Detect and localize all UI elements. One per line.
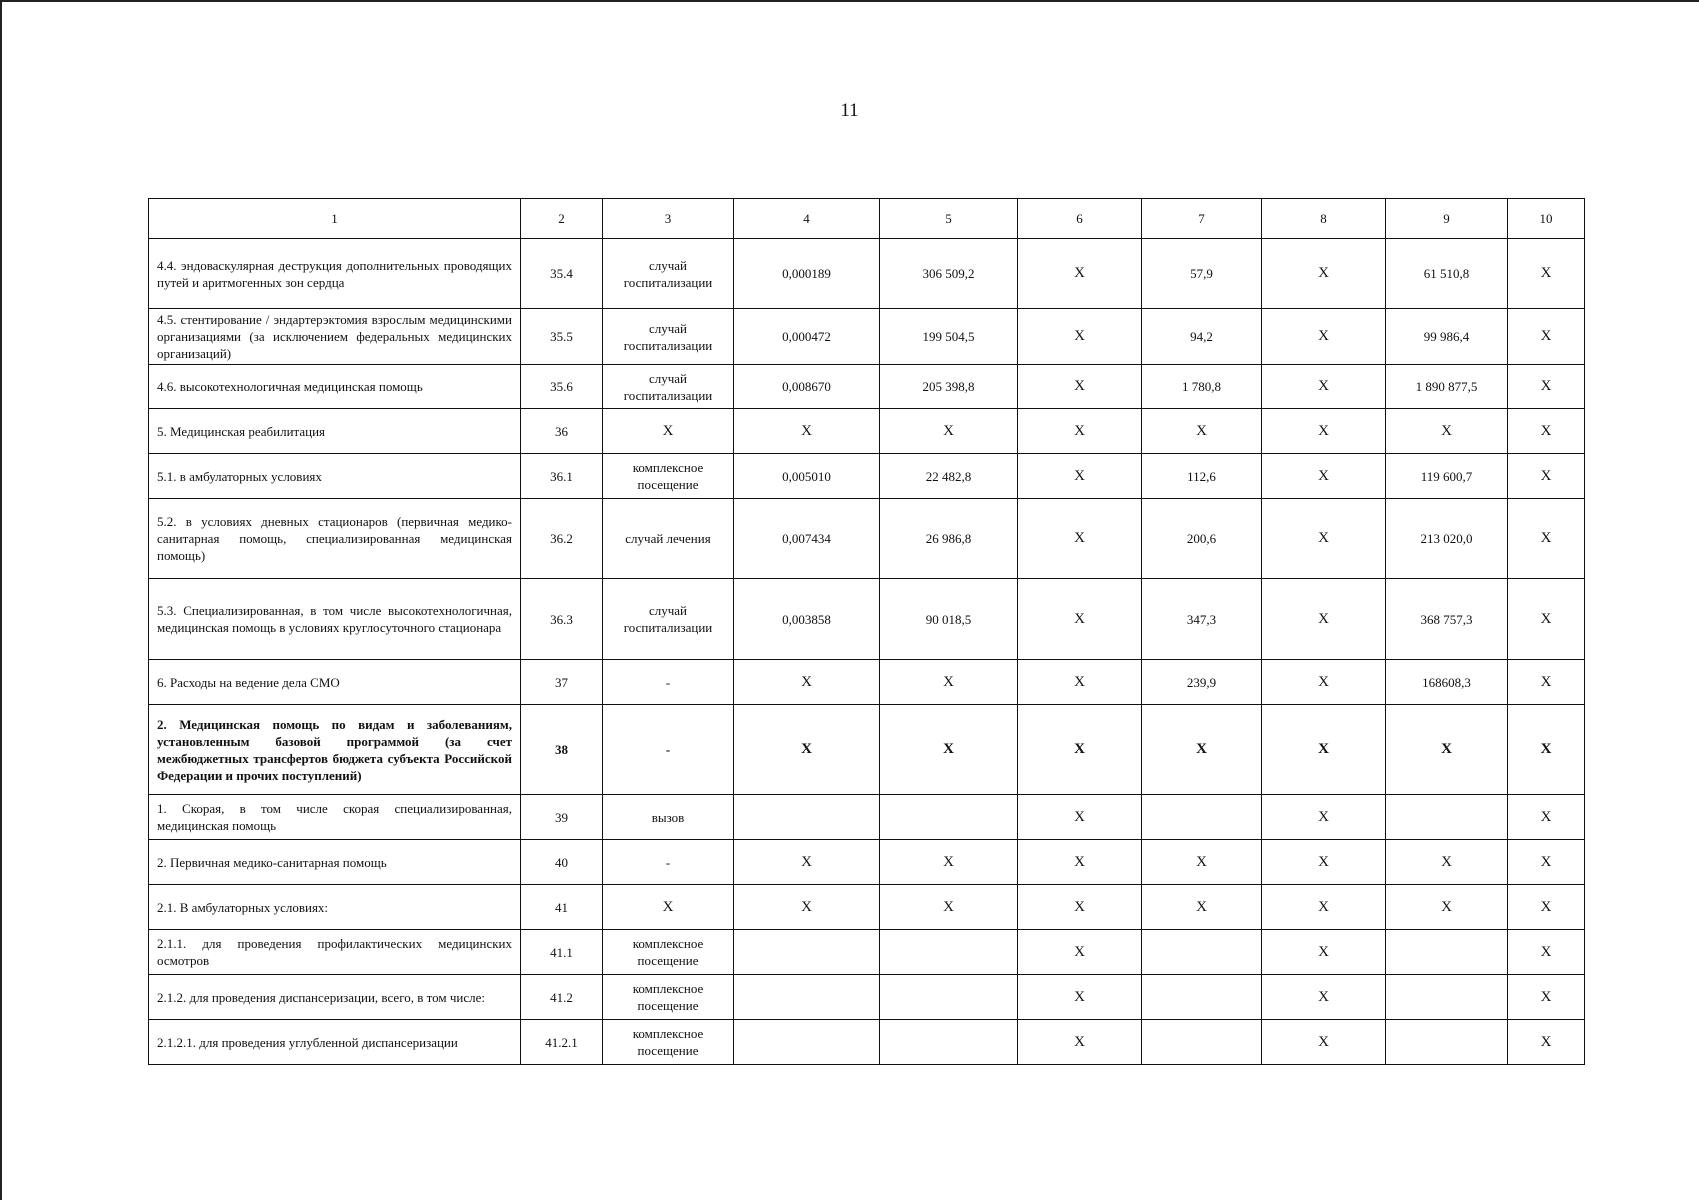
row-number-cell: 41 [521,885,603,930]
table-row [149,885,1585,930]
col8-cell: X [1262,660,1386,705]
col10-cell: X [1508,579,1585,660]
col10-cell: X [1508,705,1585,795]
header-row [149,199,1585,239]
data-table [148,198,1585,1065]
col5-cell: X [880,409,1018,454]
col7-cell [1142,795,1262,840]
col8-cell: X [1262,840,1386,885]
col8-cell: X [1262,1020,1386,1065]
header-cell-8: 8 [1262,199,1386,239]
name-cell: 5.2. в условиях дневных стационаров (первичная медико-санитарная помощь, специализированная медицинская помощь) [149,499,521,579]
col7-cell: 200,6 [1142,499,1262,579]
name-cell: 4.5. стентирование / эндартерэктомия взрослым медицинскими организациями (за исключением федеральных медицинских организаций) [149,309,521,365]
col4-cell: 0,000189 [734,239,880,309]
col9-cell: 168608,3 [1386,660,1508,705]
unit-cell: комплексное посещение [603,454,734,499]
col4-cell [734,795,880,840]
col8-cell: X [1262,930,1386,975]
col6-cell: X [1018,499,1142,579]
col8-cell: X [1262,975,1386,1020]
table-row [149,454,1585,499]
col4-cell: 0,008670 [734,365,880,409]
col9-cell [1386,975,1508,1020]
header-cell-4: 4 [734,199,880,239]
table-row [149,660,1585,705]
col5-cell: X [880,660,1018,705]
col10-cell: X [1508,365,1585,409]
col4-cell: 0,000472 [734,309,880,365]
name-cell: 1. Скорая, в том числе скорая специализированная, медицинская помощь [149,795,521,840]
header-cell-3: 3 [603,199,734,239]
col8-cell: X [1262,885,1386,930]
col9-cell: X [1386,885,1508,930]
row-number-cell: 36.2 [521,499,603,579]
header-cell-5: 5 [880,199,1018,239]
col6-cell: X [1018,660,1142,705]
col5-cell [880,975,1018,1020]
name-cell: 4.6. высокотехнологичная медицинская помощь [149,365,521,409]
row-number-cell: 36.3 [521,579,603,660]
col5-cell: 90 018,5 [880,579,1018,660]
table-row [149,499,1585,579]
col6-cell: X [1018,885,1142,930]
col6-cell: X [1018,975,1142,1020]
col8-cell: X [1262,499,1386,579]
table-row [149,409,1585,454]
col9-cell: 99 986,4 [1386,309,1508,365]
table-row [149,1020,1585,1065]
unit-cell: комплексное посещение [603,1020,734,1065]
col4-cell: 0,003858 [734,579,880,660]
col5-cell: 205 398,8 [880,365,1018,409]
col6-cell: X [1018,309,1142,365]
col4-cell: X [734,840,880,885]
row-number-cell: 41.2 [521,975,603,1020]
col6-cell: X [1018,705,1142,795]
col8-cell: X [1262,579,1386,660]
name-cell: 5.3. Специализированная, в том числе высокотехнологичная, медицинская помощь в условиях круглосуточного стационара [149,579,521,660]
row-number-cell: 40 [521,840,603,885]
col5-cell: 306 509,2 [880,239,1018,309]
col10-cell: X [1508,660,1585,705]
row-number-cell: 41.2.1 [521,1020,603,1065]
table-row [149,975,1585,1020]
unit-cell: X [603,409,734,454]
table-row [149,795,1585,840]
unit-cell: комплексное посещение [603,930,734,975]
name-cell: 2.1.2. для проведения диспансеризации, всего, в том числе: [149,975,521,1020]
col4-cell: X [734,660,880,705]
col5-cell: X [880,840,1018,885]
col9-cell: 61 510,8 [1386,239,1508,309]
table-row [149,239,1585,309]
col6-cell: X [1018,409,1142,454]
col9-cell: X [1386,705,1508,795]
col10-cell: X [1508,499,1585,579]
col5-cell: 26 986,8 [880,499,1018,579]
col7-cell: 112,6 [1142,454,1262,499]
name-cell: 5. Медицинская реабилитация [149,409,521,454]
unit-cell: - [603,840,734,885]
col5-cell [880,930,1018,975]
col8-cell: X [1262,239,1386,309]
col6-cell: X [1018,795,1142,840]
header-cell-9: 9 [1386,199,1508,239]
col6-cell: X [1018,579,1142,660]
table-row [149,365,1585,409]
table-row [149,579,1585,660]
table-row [149,840,1585,885]
header-cell-10: 10 [1508,199,1585,239]
col8-cell: X [1262,795,1386,840]
col5-cell: X [880,885,1018,930]
col4-cell [734,930,880,975]
col9-cell: X [1386,409,1508,454]
name-cell: 2.1. В амбулаторных условиях: [149,885,521,930]
col6-cell: X [1018,454,1142,499]
col4-cell [734,1020,880,1065]
col6-cell: X [1018,930,1142,975]
col4-cell: X [734,705,880,795]
col7-cell [1142,930,1262,975]
col10-cell: X [1508,409,1585,454]
unit-cell: случай госпитализации [603,579,734,660]
col10-cell: X [1508,840,1585,885]
col4-cell: X [734,885,880,930]
name-cell: 6. Расходы на ведение дела СМО [149,660,521,705]
row-number-cell: 35.6 [521,365,603,409]
col6-cell: X [1018,1020,1142,1065]
col9-cell: 213 020,0 [1386,499,1508,579]
col9-cell [1386,795,1508,840]
col9-cell: X [1386,840,1508,885]
col5-cell: 22 482,8 [880,454,1018,499]
col7-cell: X [1142,840,1262,885]
col7-cell [1142,1020,1262,1065]
col4-cell: 0,005010 [734,454,880,499]
col10-cell: X [1508,930,1585,975]
unit-cell: случай госпитализации [603,239,734,309]
table-row [149,930,1585,975]
name-cell: 2. Медицинская помощь по видам и заболеваниям, установленным базовой программой (за счет межбюджетных трансфертов бюджета субъекта Российской Федерации и прочих поступлений) [149,705,521,795]
name-cell: 2.1.1. для проведения профилактических медицинских осмотров [149,930,521,975]
col6-cell: X [1018,239,1142,309]
unit-cell: комплексное посещение [603,975,734,1020]
col5-cell: 199 504,5 [880,309,1018,365]
row-number-cell: 36 [521,409,603,454]
col5-cell [880,1020,1018,1065]
scan-border-top [0,0,1699,2]
col7-cell: 94,2 [1142,309,1262,365]
col4-cell: 0,007434 [734,499,880,579]
col8-cell: X [1262,705,1386,795]
unit-cell: вызов [603,795,734,840]
col7-cell: X [1142,409,1262,454]
col4-cell [734,975,880,1020]
col10-cell: X [1508,1020,1585,1065]
name-cell: 4.4. эндоваскулярная деструкция дополнительных проводящих путей и аритмогенных зон сердца [149,239,521,309]
col7-cell: 239,9 [1142,660,1262,705]
col5-cell: X [880,705,1018,795]
col10-cell: X [1508,309,1585,365]
col7-cell: 1 780,8 [1142,365,1262,409]
unit-cell: - [603,660,734,705]
col9-cell: 119 600,7 [1386,454,1508,499]
name-cell: 2.1.2.1. для проведения углубленной диспансеризации [149,1020,521,1065]
unit-cell: случай лечения [603,499,734,579]
unit-cell: X [603,885,734,930]
unit-cell: случай госпитализации [603,365,734,409]
name-cell: 2. Первичная медико-санитарная помощь [149,840,521,885]
name-cell: 5.1. в амбулаторных условиях [149,454,521,499]
col8-cell: X [1262,309,1386,365]
col8-cell: X [1262,409,1386,454]
col9-cell: 368 757,3 [1386,579,1508,660]
col7-cell [1142,975,1262,1020]
col10-cell: X [1508,454,1585,499]
col9-cell: 1 890 877,5 [1386,365,1508,409]
table-row [149,705,1585,795]
col5-cell [880,795,1018,840]
scan-border-left [0,0,2,1200]
header-cell-7: 7 [1142,199,1262,239]
row-number-cell: 41.1 [521,930,603,975]
row-number-cell: 37 [521,660,603,705]
page-number: 11 [840,100,859,121]
col7-cell: 57,9 [1142,239,1262,309]
row-number-cell: 36.1 [521,454,603,499]
header-cell-1: 1 [149,199,521,239]
col7-cell: X [1142,885,1262,930]
table-row [149,309,1585,365]
col10-cell: X [1508,885,1585,930]
row-number-cell: 39 [521,795,603,840]
header-cell-6: 6 [1018,199,1142,239]
table-body [149,199,1585,1065]
col7-cell: 347,3 [1142,579,1262,660]
col7-cell: X [1142,705,1262,795]
row-number-cell: 35.5 [521,309,603,365]
col10-cell: X [1508,975,1585,1020]
col4-cell: X [734,409,880,454]
col6-cell: X [1018,840,1142,885]
unit-cell: случай госпитализации [603,309,734,365]
row-number-cell: 35.4 [521,239,603,309]
col9-cell [1386,1020,1508,1065]
row-number-cell: 38 [521,705,603,795]
col9-cell [1386,930,1508,975]
header-cell-2: 2 [521,199,603,239]
col6-cell: X [1018,365,1142,409]
unit-cell: - [603,705,734,795]
col8-cell: X [1262,365,1386,409]
col10-cell: X [1508,795,1585,840]
col10-cell: X [1508,239,1585,309]
col8-cell: X [1262,454,1386,499]
